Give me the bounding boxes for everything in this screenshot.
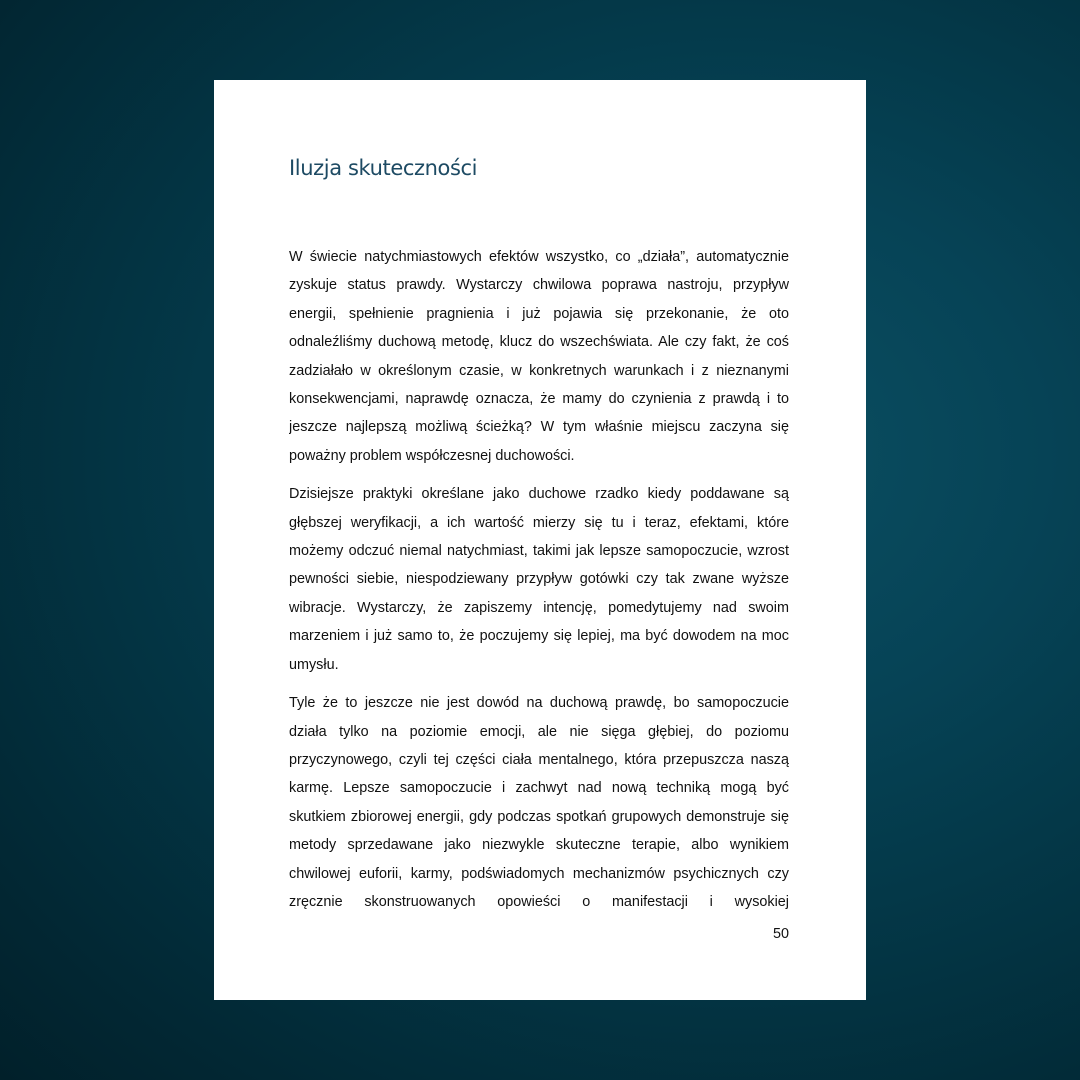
paragraph-2: Dzisiejsze praktyki określane jako duchowe rzadko kiedy poddawane są głębszej weryfikacji, a ich wartość mierzy się tu i teraz, efektami, które możemy odczuć niemal natychmiast, takimi jak lepsze samopoczucie, wzrost pewności siebie, niespodziewany przypływ gotówki czy tak zwane wyższe wibracje. Wystarczy, że zapiszemy intencję, pomedytujemy nad swoim marzeniem i już samo to, że poczujemy się lepiej, ma być dowodem na moc umysłu. [289,486,789,673]
chapter-title: Iluzja skuteczności [289,156,478,180]
paragraph-3: Tyle że to jeszcze nie jest dowód na duchową prawdę, bo samopoczucie działa tylko na poziomie emocji, ale nie sięga głębiej, do poziomu przyczynowego, czyli tej części ciała mentalnego, która przepuszcza naszą karmę. Lepsze samopoczucie i zachwyt nad nową techniką mogą być skutkiem zbiorowej energii, gdy podczas spotkań grupowych demonstruje się metody sprzedawane jako niezwykle skuteczne terapie, albo wynikiem chwilowej euforii, karmy, podświadomych mechanizmów psychicznych czy zręcznie skonstruowanych opowieści o manifestacji i wysokiej [289,695,789,910]
page-number: 50 [772,926,789,942]
paragraph-1: W świecie natychmiastowych efektów wszystko, co „działa”, automatycznie zyskuje status prawdy. Wystarczy chwilowa poprawa nastroju, przypływ energii, spełnienie pragnienia i już pojawia się przekonanie, że oto odnaleźliśmy duchową metodę, klucz do wszechświata. Ale czy fakt, że coś zadziałało w określonym czasie, w konkretnych warunkach i z nieznanymi konsekwencjami, naprawdę oznacza, że mamy do czynienia z prawdą i to jeszcze najlepszą możliwą ścieżką? W tym właśnie miejscu zaczyna się poważny problem współczesnej duchowości. [289,249,789,464]
book-page [214,80,866,1000]
body-text [289,243,789,911]
